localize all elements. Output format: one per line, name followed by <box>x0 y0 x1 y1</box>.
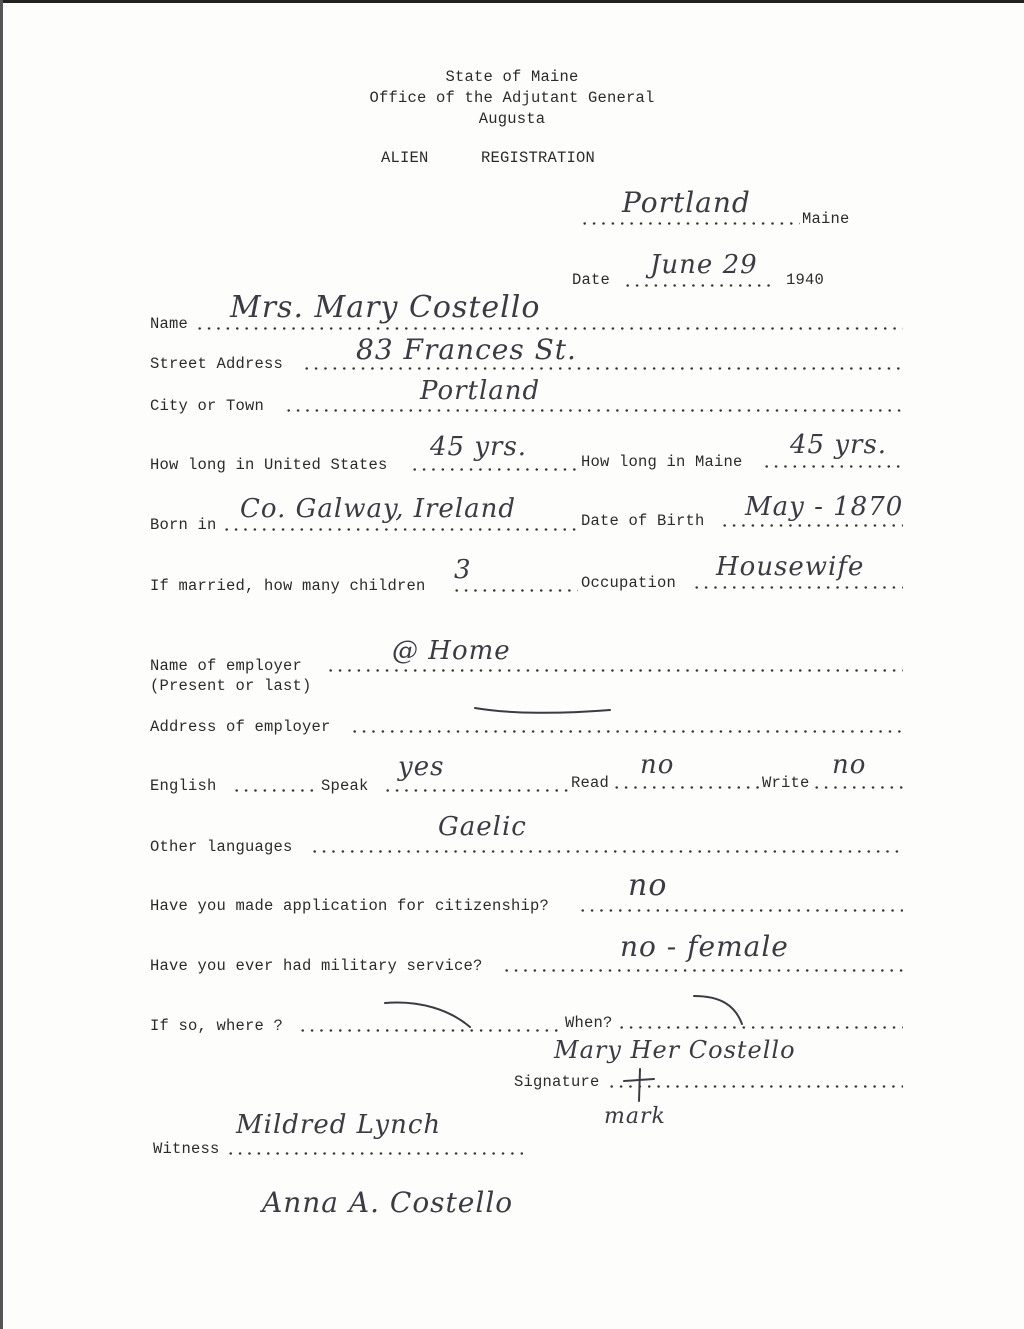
employer-dots <box>326 669 903 672</box>
dob-dots <box>720 524 903 527</box>
other-languages-value: Gaelic <box>438 812 527 842</box>
name-label: Name <box>150 315 189 333</box>
form-title-alien: ALIEN <box>381 149 429 167</box>
scan-edge-left <box>0 0 3 1329</box>
city-label: City or Town <box>150 397 265 415</box>
speak-value: yes <box>398 752 445 782</box>
citizenship-value: no <box>628 868 668 903</box>
employer-address-dots <box>350 730 903 733</box>
employer-address-dash <box>470 700 620 720</box>
write-value: no <box>832 750 867 780</box>
military-dots <box>502 969 903 972</box>
how-long-me-value: 45 yrs. <box>790 430 888 460</box>
header-city: Augusta <box>478 110 546 128</box>
signature-label: Signature <box>514 1073 600 1091</box>
dob-label: Date of Birth <box>581 512 705 530</box>
witness-signature-2: Anna A. Costello <box>262 1186 514 1219</box>
name-value: Mrs. Mary Costello <box>230 290 541 325</box>
read-label: Read <box>571 774 610 792</box>
name-dots <box>195 327 903 330</box>
military-label: Have you ever had military service? <box>150 957 483 975</box>
witness-label: Witness <box>153 1140 220 1158</box>
where-dash <box>380 995 480 1035</box>
how-long-us-value: 45 yrs. <box>430 432 528 462</box>
when-dots <box>617 1026 903 1029</box>
street-label: Street Address <box>150 355 284 373</box>
when-label: When? <box>565 1014 613 1032</box>
citizenship-dots <box>578 909 903 912</box>
place-suffix: Maine <box>802 210 850 228</box>
date-value: June 29 <box>650 250 758 280</box>
write-label: Write <box>762 774 810 792</box>
place-value: Portland <box>622 186 751 219</box>
children-value: 3 <box>454 555 472 585</box>
witness-dots <box>226 1152 526 1155</box>
city-value: Portland <box>420 376 541 406</box>
english-dots <box>232 789 318 792</box>
date-dots <box>623 284 775 287</box>
born-label: Born in <box>150 516 217 534</box>
city-dots <box>284 409 903 412</box>
how-long-me-label: How long in Maine <box>581 453 743 471</box>
employer-value: @ Home <box>392 636 511 666</box>
employer-label: Name of employer <box>150 657 303 675</box>
born-dots <box>222 528 578 531</box>
form-title-registration: REGISTRATION <box>481 149 596 167</box>
date-label: Date <box>572 271 611 289</box>
header-state: State of Maine <box>445 68 579 86</box>
children-dots <box>452 589 578 592</box>
dob-value: May - 1870 <box>745 492 904 522</box>
how-long-us-dots <box>410 468 578 471</box>
date-year: 1940 <box>786 271 825 289</box>
other-languages-label: Other languages <box>150 838 293 856</box>
other-languages-dots <box>310 850 903 853</box>
speak-dots <box>383 789 569 792</box>
write-dots <box>812 786 903 789</box>
occupation-dots <box>692 586 903 589</box>
occupation-label: Occupation <box>581 574 677 592</box>
speak-label: Speak <box>321 777 369 795</box>
how-long-us-label: How long in United States <box>150 456 388 474</box>
scan-edge-top <box>0 0 1024 3</box>
occupation-value: Housewife <box>716 552 865 582</box>
employer-address-label: Address of employer <box>150 718 331 736</box>
signature-mark-note: mark <box>604 1104 666 1129</box>
employer-note: (Present or last) <box>150 677 312 695</box>
citizenship-label: Have you made application for citizenship? <box>150 897 550 915</box>
read-value: no <box>640 750 675 780</box>
read-dots <box>612 786 760 789</box>
when-dash <box>690 990 750 1030</box>
how-long-me-dots <box>762 465 903 468</box>
military-value: no - female <box>620 930 789 963</box>
children-label: If married, how many children <box>150 577 426 595</box>
witness-signature-1: Mildred Lynch <box>236 1110 442 1140</box>
signature-cross-mark <box>620 1065 660 1105</box>
street-dots <box>302 367 903 370</box>
signature-value: Mary Her Costello <box>554 1036 796 1064</box>
header-office: Office of the Adjutant General <box>369 89 655 107</box>
where-label: If so, where ? <box>150 1017 284 1035</box>
place-dots <box>580 222 800 225</box>
english-label: English <box>150 777 217 795</box>
street-value: 83 Frances St. <box>356 333 577 366</box>
born-value: Co. Galway, Ireland <box>240 494 517 524</box>
